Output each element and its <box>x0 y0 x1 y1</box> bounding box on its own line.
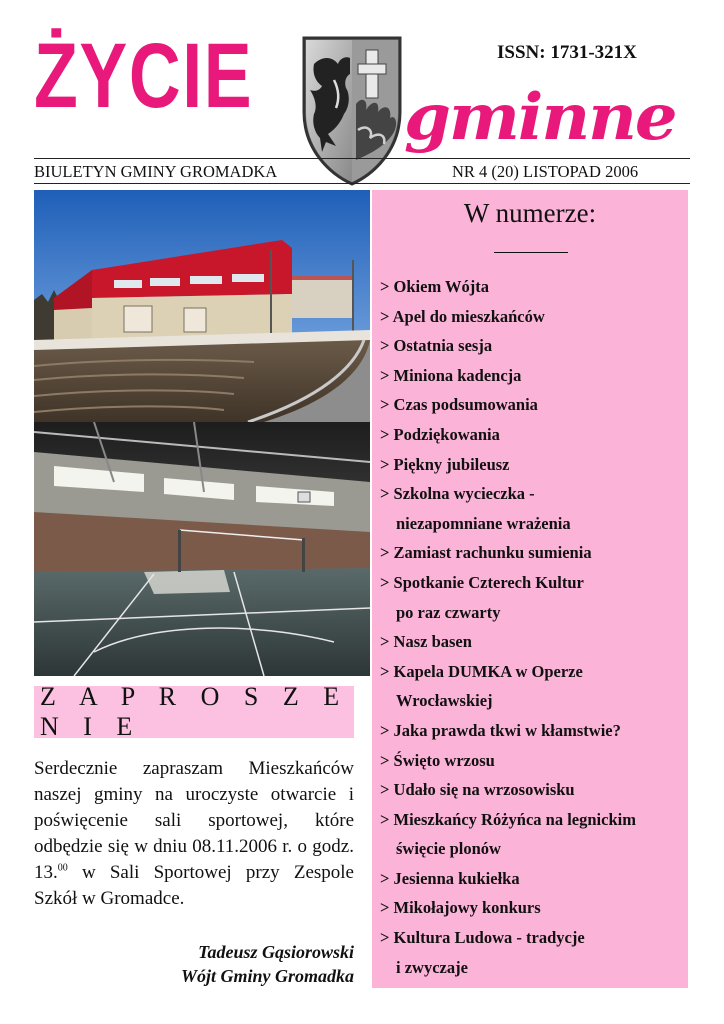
contents-item: > Jesienna kukiełka <box>380 868 520 888</box>
contents-item: > Kapela DUMKA w Operze <box>380 661 583 681</box>
contents-item: > Spotkanie Czterech Kultur <box>380 572 584 592</box>
invitation-title: Z A P R O S Z E N I E <box>40 682 349 741</box>
invitation-text-main: Serdecznie zapraszam Mieszkańców naszej gminy na uroczyste otwarcie i poświęcenie sali sportowej, które odbędzie się w dniu 08.11.2006 r. o godz. 13. <box>34 758 354 883</box>
sports-hall-exterior-photo <box>34 190 370 422</box>
contents-item: > Apel do mieszkańców <box>380 306 545 326</box>
coat-of-arms-icon <box>300 34 404 186</box>
contents-list <box>380 272 682 982</box>
signature-role: Wójt Gminy Gromadka <box>180 966 354 986</box>
contents-item-continuation: po raz czwarty <box>396 602 501 622</box>
invitation-time-superscript: 00 <box>57 862 68 874</box>
contents-divider <box>494 252 568 253</box>
masthead-title-main: ŻYCIE <box>34 25 254 127</box>
contents-item-continuation: niezapomniane wrażenia <box>396 513 571 533</box>
contents-item: > Zamiast rachunku sumienia <box>380 543 592 563</box>
contents-item: > Miniona kadencja <box>380 365 522 385</box>
masthead-rule-bottom <box>34 183 690 184</box>
contents-item: > Jaka prawda tkwi w kłamstwie? <box>380 720 621 740</box>
issn-number: ISSN: 1731-321X <box>497 42 637 63</box>
contents-item: > Mieszkańcy Różyńca na legnickim <box>380 809 636 829</box>
invitation-text-end: w Sali Sportowej przy Zespole Szkół w Gromadce. <box>34 862 354 909</box>
contents-item: > Ostatnia sesja <box>380 336 493 356</box>
contents-item: > Szkolna wycieczka - <box>380 484 535 504</box>
contents-item: > Piękny jubileusz <box>380 454 510 474</box>
contents-heading: W numerze: <box>463 198 597 228</box>
sports-hall-interior-photo <box>34 422 370 676</box>
contents-item: > Czas podsumowania <box>380 395 538 415</box>
contents-panel <box>372 190 688 988</box>
contents-item-continuation: święcie plonów <box>396 839 501 859</box>
contents-item: > Nasz basen <box>380 632 472 652</box>
contents-item: > Mikołajowy konkurs <box>380 898 541 918</box>
invitation-title-box <box>34 682 354 741</box>
contents-item: > Święto wrzosu <box>380 750 495 770</box>
contents-item: > Okiem Wójta <box>380 277 490 296</box>
signature-block <box>34 940 354 988</box>
contents-item: > Podziękowania <box>380 424 500 444</box>
issue-number: NR 4 (20) LISTOPAD 2006 <box>452 162 639 181</box>
bulletin-subtitle: BIULETYN GMINY GROMADKA <box>34 162 278 181</box>
contents-item: > Kultura Ludowa - tradycje <box>380 928 585 948</box>
invitation-text <box>34 756 354 912</box>
contents-item: > Udało się na wrzosowisku <box>380 780 575 800</box>
signature-name: Tadeusz Gąsiorowski <box>198 942 354 962</box>
masthead-rule-top <box>34 158 690 159</box>
contents-item-continuation: i zwyczaje <box>396 957 468 977</box>
masthead-title-script: gminne <box>404 80 676 155</box>
contents-item-continuation: Wrocławskiej <box>396 691 493 711</box>
